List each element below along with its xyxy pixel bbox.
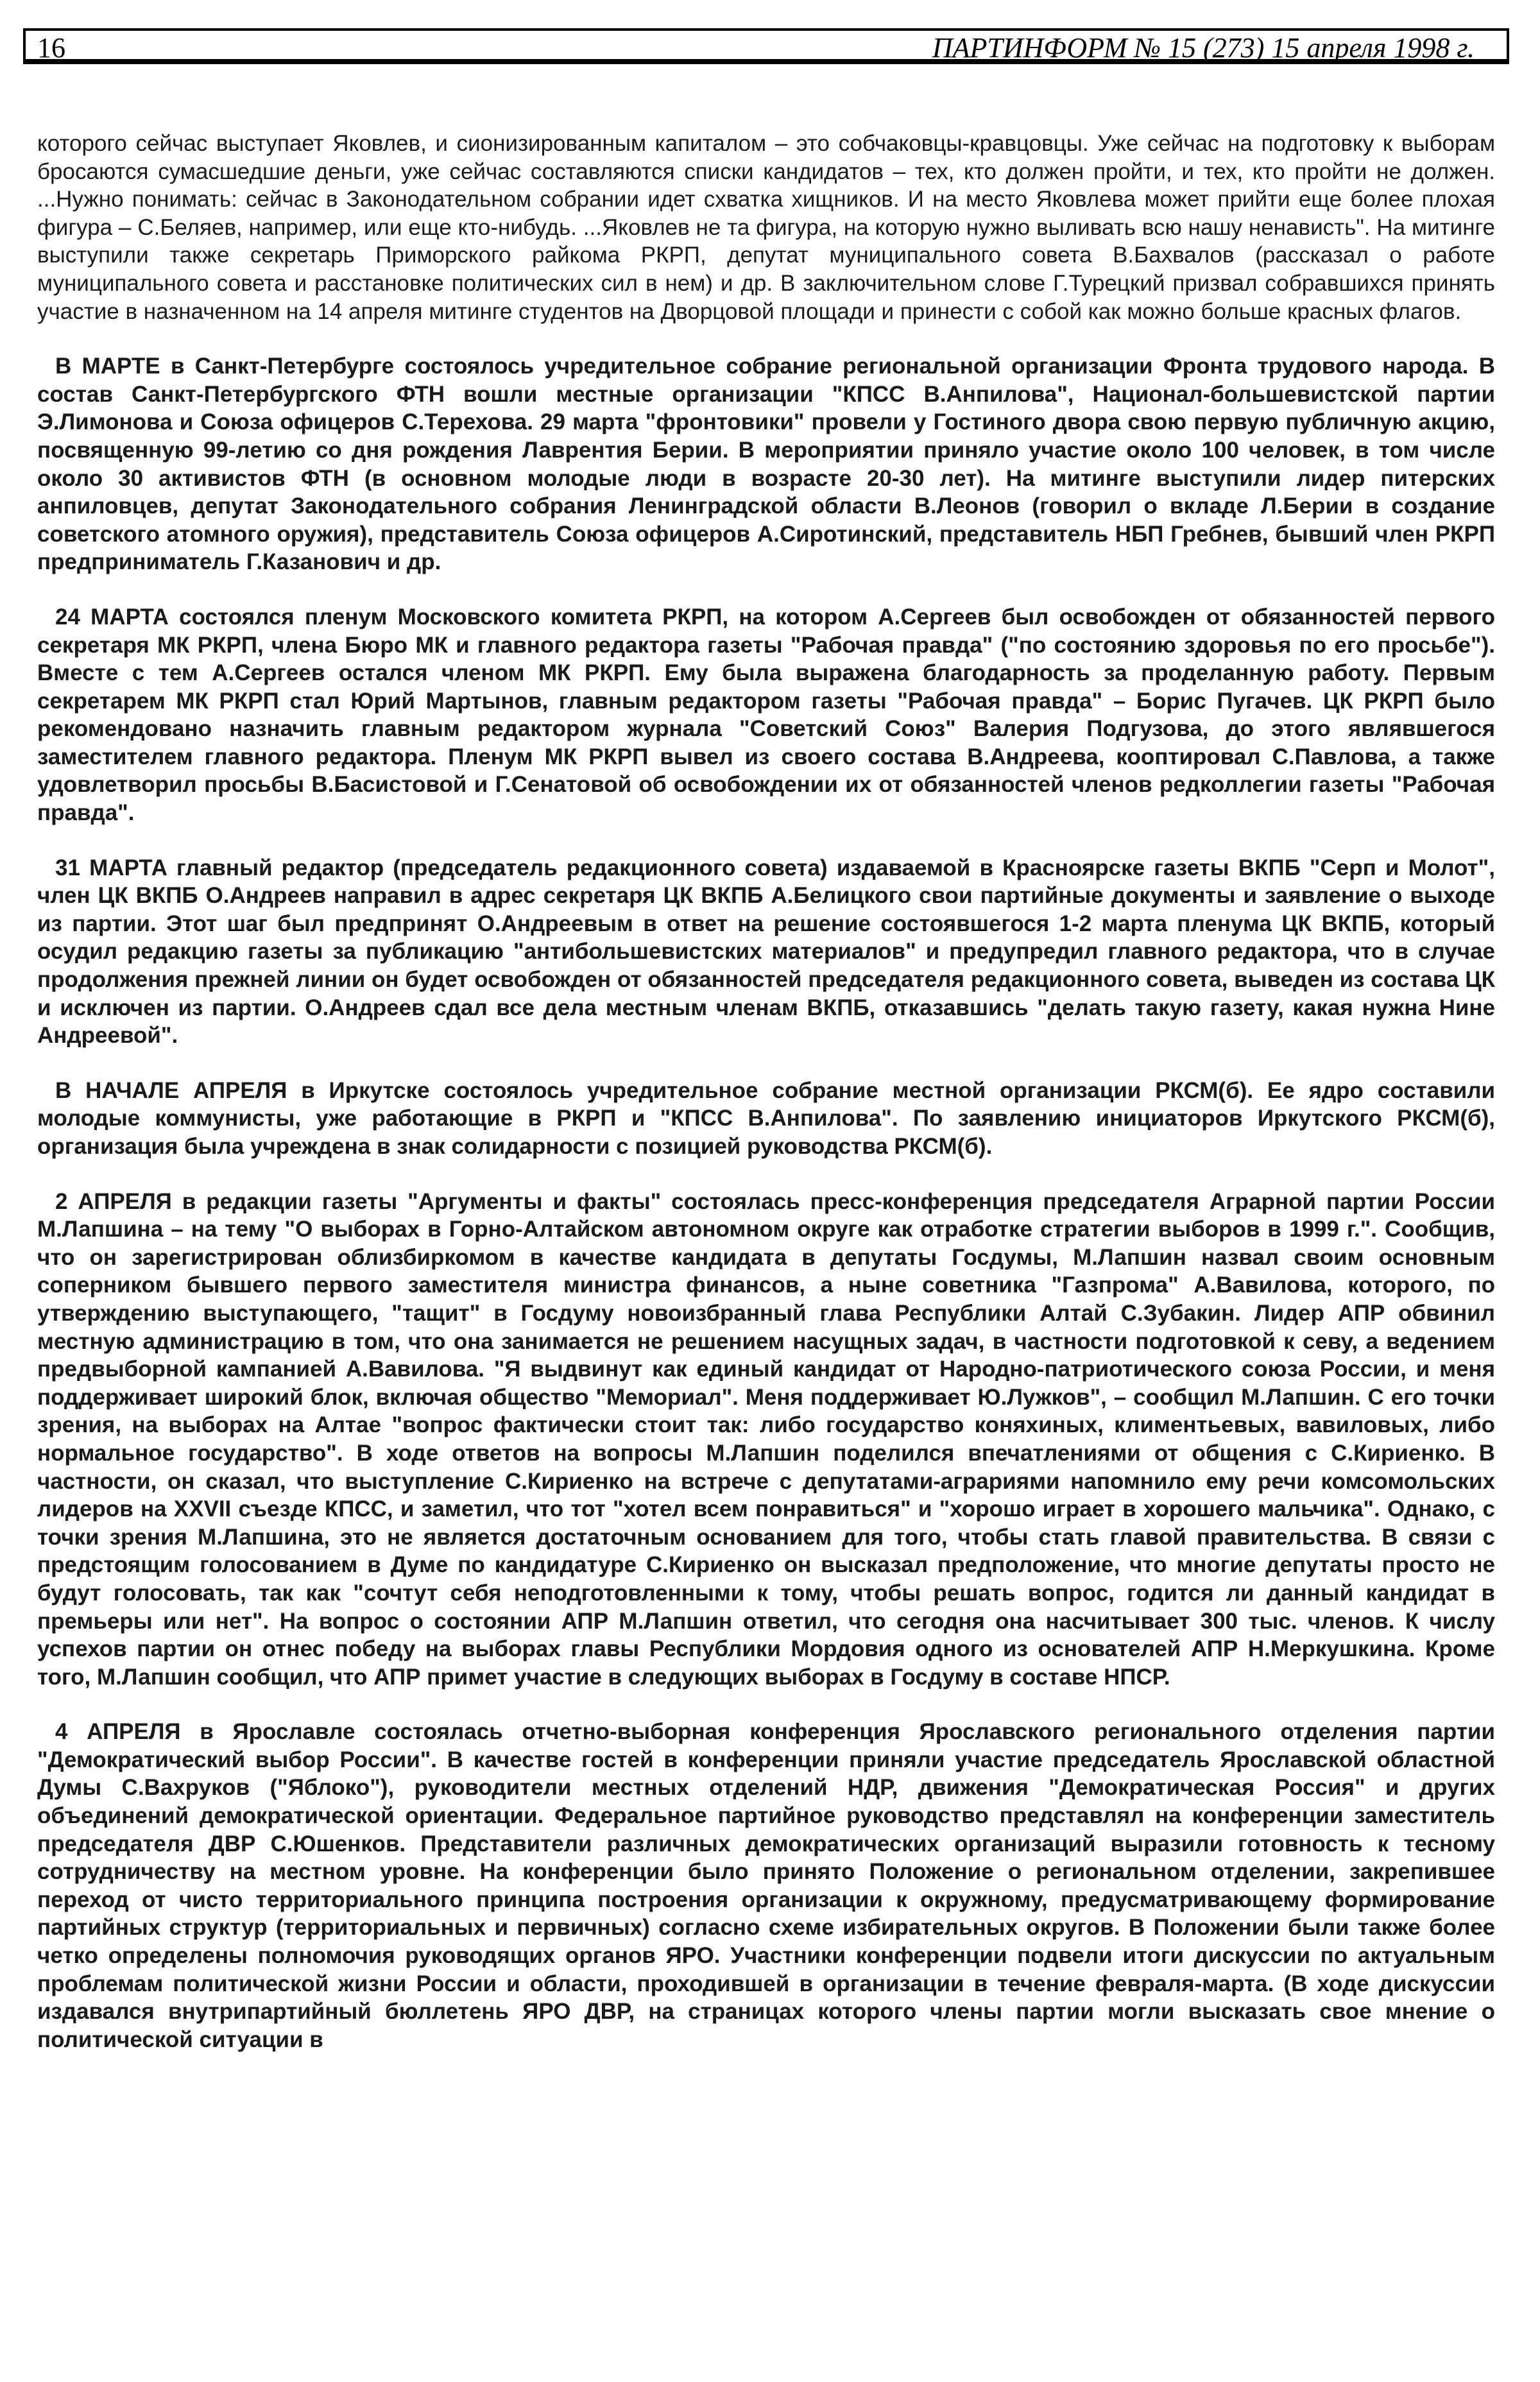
news-entry [37,1077,1495,1161]
news-entry [37,1718,1495,2053]
entry-text: главный редактор (председатель редакционного совета) издаваемой в Красноярске газеты ВКПБ "Серп и Молот", член ЦК ВКПБ О.Андреев направил в адрес секретаря ЦК ВКПБ А.Белицкого свои партийные документы и заявление о выходе из партии. Этот шаг был предпринят О.Андреевым в ответ на решение состоявшегося 1-2 марта пленума ЦК ВКПБ, который осудил редакцию газеты за публикацию "антибольшевистских материалов" и предупредил главного редактора, что в случае продолжения прежней линии он будет освобожден от обязанностей председателя редакционного совета, выведен из состава ЦК и исключен из партии. О.Андреев сдал все дела местным членам ВКПБ, отказавшись "делать такую газету, какая нужна Нине Андреевой". [37,855,1495,1049]
entry-dateline: 31 МАРТА [55,855,167,880]
news-entry [37,352,1495,576]
news-entry [37,1188,1495,1692]
entry-dateline: 2 АПРЕЛЯ [55,1188,172,1214]
entry-dateline: В МАРТЕ [55,354,160,379]
entry-dateline: 24 МАРТА [55,604,169,630]
paragraph-text: которого сейчас выступает Яковлев, и сионизированным капиталом – это собчаковцы-кравцовцы. Уже сейчас на подготовку к выборам бросаются сумасшедшие деньги, уже сейчас составляются списки кандидатов – тех, кто должен пройти, и тех, кто пройти не должен. ...Нужно понимать: сейчас в Законодательном собрании идет схватка хищников. И на место Яковлева может прийти еще более плохая фигура – С.Беляев, например, или еще кто-нибудь. ...Яковлев не та фигура, на которую нужно выливать всю нашу ненависть". На митинге выступили также секретарь Приморского райкома РКРП, депутат муниципального совета В.Бахвалов (рассказал о работе муниципального совета и расстановке политических сил в нем) и др. В заключительном слове Г.Турецкий призвал собравшихся принять участие в назначенном на 14 апреля митинге студентов на Дворцовой площади и принести с собой как можно больше красных флагов. [37,131,1495,324]
paragraph-continuation [37,130,1495,325]
entry-text: состоялся пленум Московского комитета РКРП, на котором А.Сергеев был освобожден от обязанностей первого секретаря МК РКРП, члена Бюро МК и главного редактора газеты "Рабочая правда" ("по состоянию здоровья по его просьбе"). Вместе с тем А.Сергеев остался членом МК РКРП. Ему была выражена благодарность за проделанную работу. Первым секретарем МК РКРП стал Юрий Мартынов, главным редактором газеты "Рабочая правда" – Борис Пугачев. ЦК РКРП было рекомендовано назначить главным редактором журнала "Советский Союз" Валерия Подгузова, до этого являвшегося заместителем главного редактора. Пленум МК РКРП вывел из своего состава В.Андреева, кооптировал С.Павлова, а также удовлетворил просьбы В.Басистовой и Г.Сенатовой об освобождении их от обязанностей членов редколлегии газеты "Рабочая правда". [37,604,1495,826]
publication-title: ПАРТИНФОРМ № 15 (273) 15 апреля 1998 г. [932,32,1475,64]
entry-text: в Иркутске состоялось учредительное собрание местной организации РКСМ(б). Ее ядро составили молодые коммунисты, уже работающие в РКРП и "КПСС В.Анпилова". По заявлению инициаторов Иркутского РКСМ(б), организация была учреждена в знак солидарности с позицией руководства РКСМ(б). [37,1077,1495,1159]
entry-text: в Ярославле состоялась отчетно-выборная конференция Ярославского регионального отделения партии "Демократический выбор России". В качестве гостей в конференции приняли участие председатель Ярославской областной Думы С.Вахруков ("Яблоко"), руководители местных отделений НДР, движения "Демократическая Россия" и других объединений демократической ориентации. Федеральное партийное руководство представлял на конференции заместитель председателя ДВР С.Юшенков. Представители различных демократических организаций выразили готовность к тесному сотрудничеству на местном уровне. На конференции было принято Положение о региональном отделении, закрепившее переход от чисто территориального принципа построения организации к окружному, предусматривающему формирование партийных структур (территориальных и первичных) согласно схеме избирательных округов. В Положении были также более четко определены полномочия руководящих органов ЯРО. Участники конференции подвели итоги дискуссии по актуальным проблемам политической жизни России и области, проходившей в организации в течение февраля-марта. (В ходе дискуссии издавался внутрипартийный бюллетень ЯРО ДВР, на страницах которого члены партии могли высказать свое мнение о политической ситуации в [37,1719,1495,2052]
article-body [37,130,1495,2053]
entry-dateline: 4 АПРЕЛЯ [55,1719,181,1745]
entry-dateline: В НАЧАЛЕ АПРЕЛЯ [55,1077,287,1103]
entry-text: в Санкт-Петербурге состоялось учредительное собрание региональной организации Фронта трудового народа. В состав Санкт-Петербургского ФТН вошли местные организации "КПСС В.Анпилова", Национал-большевистской партии Э.Лимонова и Союза офицеров С.Терехова. 29 марта "фронтовики" провели у Гостиного двора свою первую публичную акцию, посвященную 99-летию со дня рождения Лаврентия Берии. В мероприятии приняло участие около 100 человек, в том числе около 30 активистов ФТН (в основном молодые люди в возрасте 20-30 лет). На митинге выступили лидер питерских анпиловцев, депутат Законодательного собрания Ленинградской области В.Леонов (говорил о вкладе Л.Берии в создание советского атомного оружия), представитель Союза офицеров А.Сиротинский, представитель НБП Гребнев, бывший член РКРП предприниматель Г.Казанович и др. [37,354,1495,575]
page-header [23,28,1509,64]
page-number: 16 [37,32,65,64]
news-entry [37,603,1495,827]
news-entry [37,854,1495,1050]
entry-text: в редакции газеты "Аргументы и факты" состоялась пресс-конференция председателя Аграрной партии России М.Лапшина – на тему "О выборах в Горно-Алтайском автономном округе как отработке стратегии выборов в 1999 г.". Сообщив, что он зарегистрирован облизбиркомом в качестве кандидата в депутаты Госдумы, М.Лапшин назвал своим основным соперником бывшего первого заместителя министра финансов, а ныне советника "Газпрома" А.Вавилова, которого, по утверждению выступающего, "тащит" в Госдуму новоизбранный глава Республики Алтай С.Зубакин. Лидер АПР обвинил местную администрацию в том, что она занимается не решением насущных задач, в частности подготовкой к севу, а ведением предвыборной кампанией А.Вавилова. "Я выдвинут как единый кандидат от Народно-патриотического союза России, и меня поддерживает широкий блок, включая общество "Мемориал". Меня поддерживает Ю.Лужков", – сообщил М.Лапшин. С его точки зрения, на выборах на Алтае "вопрос фактически стоит так: либо государство коняхиных, климентьевых, вавиловых, либо нормальное государство". В ходе ответов на вопросы М.Лапшин поделился впечатлениями от общения с С.Кириенко. В частности, он сказал, что выступление С.Кириенко на встрече с депутатами-аграриями напомнило ему речи комсомольских лидеров на XXVII съезде КПСС, и заметил, что тот "хотел всем понравиться" и "хорошо играет в хорошего мальчика". Однако, с точки зрения М.Лапшина, это не является достаточным основанием для того, чтобы стать главой правительства. В связи с предстоящим голосованием в Думе по кандидатуре С.Кириенко он высказал предположение, что многие депутаты просто не будут голосовать, так как "сочтут себя неподготовленными к тому, чтобы решать вопрос, годится ли данный кандидат в премьеры или нет". На вопрос о состоянии АПР М.Лапшин ответил, что сегодня она насчитывает 300 тыс. членов. К числу успехов партии он отнес победу на выборах главы Республики Мордовия одного из основателей АПР Н.Меркушкина. Кроме того, М.Лапшин сообщил, что АПР примет участие в следующих выборах в Госдуму в составе НПСР. [37,1188,1495,1690]
